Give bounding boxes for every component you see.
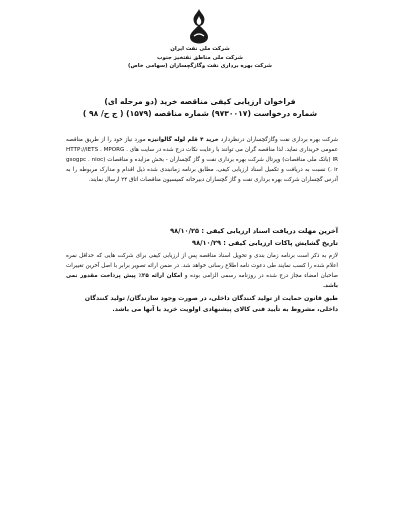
nioc-logo-icon [182,8,216,44]
org-line-2: شرکت ملی مناطق نفتخیز جنوب [157,54,243,61]
organization-header [0,45,400,71]
deadline-open-envelopes: تاریخ گشایش پاکات ارزیابی کیفی : ۹۸/۱۰/۲۹ [192,239,338,247]
body-highlight: خرید ۴ قلم لوله گالوانیزه [147,137,219,143]
notice-title [0,96,400,120]
title-line-1: فراخوان ارزیابی کیفی مناقصه خرید (دو مرحله ای) [104,97,296,106]
org-line-1: شرکت ملی نفت ایران [170,46,230,52]
deadline-receive-docs: آخرین مهلت دریافت اسناد ارزیابی کیفی : ۹۸/۱۰/۲۵ [170,227,338,235]
body-part-1: شرکت بهره برداری نفت وگازگچساران درنظردارد [218,137,338,143]
org-line-3: شرکت بهره برداری نفت وگازگچساران (سهامی خاص) [128,63,272,70]
domestic-support-law: طبق قانون حمایت از تولید کنندگان داخلی، در صورت وجود سازندگان/ تولید کنندگان داخلی، مشروط به تأیید فنی کالای پیشنهادی اولویت خرید با آنها می باشد. [84,295,338,313]
notice-note [66,252,338,292]
title-line-2: شماره درخواست (۹۷۳۰۰۱۷) شماره مناقصه (۱۵۷۹) ( ج ح/ ۹۸ ) [82,109,318,118]
note-part-1: لازم به ذکر است برنامه زمان بندی و تحویل اسناد مناقصه پس از ارزیابی کیفی برای شرکت هایی که حداقل نمره اعلام شده را کسب نمایند طی دعوت نامه اطلاع رسانی خواهد شد. در ضمن ارائه تصویر برابر با اصل آخرین تغییرات صاحبان امضاء مجاز درج شده در روزنامه رسمی الزامی بوده و [66,253,338,279]
notice-body [66,136,338,186]
body-part-2: مورد نیاز خود را از طریق مناقصه عمومی خریداری نماید. لذا مناقصه گران می توانند با رعایت نکات درج شده در سایت های HTTP://IETS . MPORG . IR (بانک ملی مناقصات) وپرتال شرکت بهره برداری نفت و گاز گچساران - بخش مزایده و مناقصات (gsogpc . nioc . ir) نسبت به دریافت و تکمیل اسناد ارزیابی کیفی، مطابق برنامه زمانبندی شده ذیل اقدام و مدارک مربوطه را به آدرس گچساران شرکت بهره برداری نفت و گاز گچساران دبیرخانه کمیسیون مناقصات اتاق ۲۴ ارسال نمایند. [66,137,338,183]
note-highlight: امکان ارائه ۲۵٪ پیش پرداخت مقدور نمی باشد. [66,272,338,289]
